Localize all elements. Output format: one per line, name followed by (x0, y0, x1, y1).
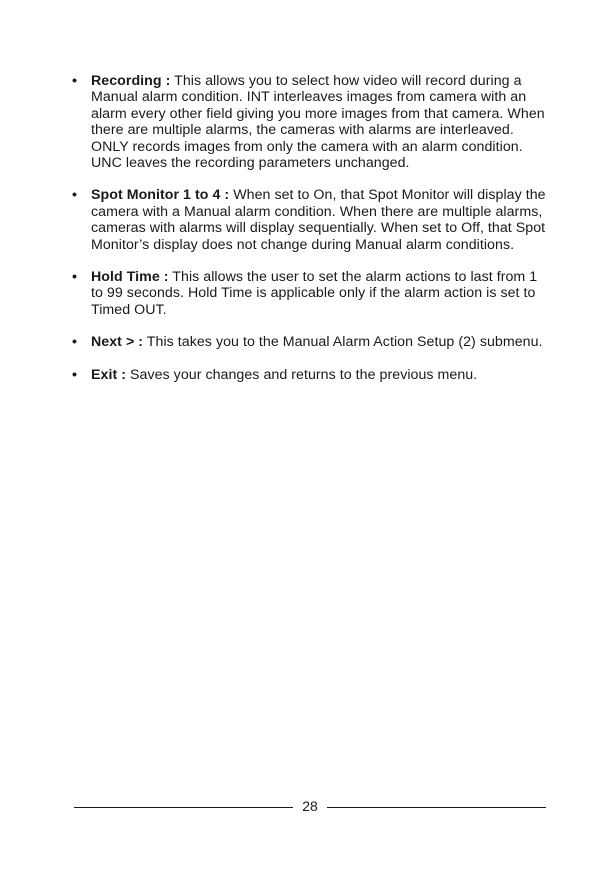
list-item-hold-time (72, 269, 550, 318)
item-term: Exit : (91, 366, 126, 383)
list-item-exit (72, 367, 550, 383)
list-item-next (72, 334, 550, 350)
settings-description-list (72, 73, 550, 399)
item-description: This allows the user to set the alarm actions to last from 1 to 99 seconds. Hold Time is applicable only if the alarm action is set to Timed OUT. (91, 269, 538, 318)
item-term: Next > : (91, 334, 144, 351)
bullet-icon: • (72, 334, 78, 351)
bullet-icon: • (72, 73, 78, 89)
item-description: Saves your changes and returns to the previous menu. (130, 366, 478, 383)
page-number: 28 (302, 798, 318, 814)
item-description: When set to On, that Spot Monitor will display the camera with a Manual alarm condition. When there are multiple alarms, cameras with alarms will display sequentially. When set to Off, that Spot Monitor’s display does not change during Manual alarm conditions. (91, 187, 546, 253)
page-footer (74, 797, 546, 817)
bullet-icon: • (72, 269, 78, 286)
bullet-icon: • (72, 187, 78, 204)
item-term: Spot Monitor 1 to 4 : (91, 187, 230, 204)
list-item-spot-monitor (72, 187, 550, 253)
item-term: Recording : (91, 73, 171, 89)
item-term: Hold Time : (91, 269, 169, 286)
footer-rule-right (327, 807, 546, 808)
bullet-icon: • (72, 366, 78, 383)
item-description: This takes you to the Manual Alarm Action Setup (2) submenu. (146, 334, 543, 351)
list-item-recording (72, 73, 550, 171)
item-description: This allows you to select how video will record during a Manual alarm condition. INT interleaves images from camera with an alarm every other field giving you more images from that camera. When there are multiple alarms, the cameras with alarms are interleaved. ONLY records images from only the camera with an alarm condition. UNC leaves the recording parameters unchanged. (91, 73, 545, 172)
